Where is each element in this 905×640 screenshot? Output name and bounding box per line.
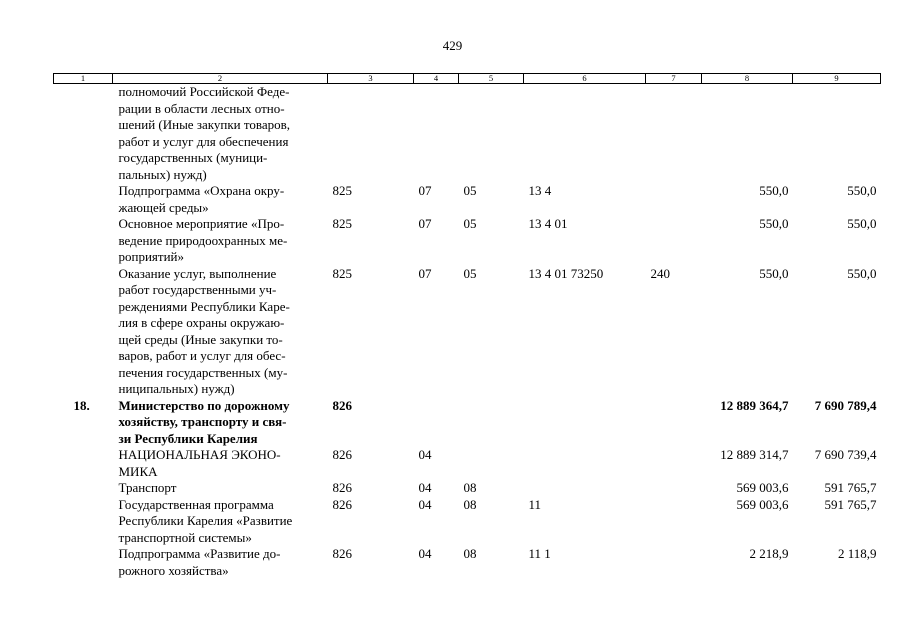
- subsection-code: 08: [463, 496, 477, 512]
- expense-type-code: [646, 84, 702, 184]
- amount-col-8: 550,0: [759, 265, 789, 281]
- table-row: [54, 216, 881, 266]
- row-name-line: щей среды (Иные закупки то-: [118, 331, 283, 347]
- row-index: [54, 84, 113, 184]
- table-row: [54, 480, 881, 497]
- row-index: 18.: [73, 397, 90, 413]
- row-name-line: Министерство по дорожному: [118, 397, 290, 413]
- target-article-code: 13 4: [528, 183, 552, 198]
- section-code: 04: [418, 480, 432, 495]
- table-row: [54, 84, 881, 184]
- row-name: [113, 84, 328, 184]
- table-body: [54, 84, 881, 580]
- column-number-row: [54, 74, 881, 84]
- expense-type-code: [646, 447, 702, 480]
- amount-col-8: 569 003,6: [736, 480, 789, 495]
- ministry-code: 825: [332, 265, 352, 281]
- row-name-line: жающей среды»: [118, 199, 209, 215]
- row-name-line: государственных (муници-: [118, 150, 268, 165]
- row-index: [54, 480, 113, 497]
- target-article-code: 13 4 01 73250: [528, 265, 604, 281]
- subsection-code: [459, 447, 524, 480]
- expense-type-code: [646, 398, 702, 448]
- amount-col-8: 550,0: [759, 216, 789, 231]
- row-index: [54, 546, 113, 579]
- amount-col-9: [793, 84, 881, 184]
- row-name: [113, 398, 328, 448]
- row-name-line: Транспорт: [118, 480, 177, 495]
- row-index: [54, 183, 113, 216]
- row-name-line: транспортной системы»: [118, 529, 252, 545]
- amount-col-9: 591 765,7: [824, 480, 877, 495]
- row-name-line: пальных) нужд): [118, 166, 207, 182]
- row-name-line: НАЦИОНАЛЬНАЯ ЭКОНО-: [118, 447, 281, 462]
- expense-type-code: [646, 480, 702, 497]
- ministry-code: 826: [332, 546, 352, 561]
- amount-col-9: 550,0: [847, 216, 877, 231]
- row-name-line: варов, работ и услуг для обес-: [118, 348, 286, 363]
- row-name-line: печения государственных (му-: [118, 364, 288, 380]
- target-article-code: [524, 84, 646, 184]
- amount-col-8: [702, 84, 793, 184]
- table-header: [54, 74, 881, 84]
- amount-col-9: 2 118,9: [837, 546, 877, 561]
- ministry-code: 826: [332, 496, 352, 512]
- target-article-code: 11: [528, 496, 542, 512]
- subsection-code: 05: [463, 216, 477, 231]
- target-article-code: 11 1: [528, 546, 551, 561]
- row-index: [54, 447, 113, 480]
- amount-col-8: 12 889 364,7: [720, 397, 789, 413]
- row-name-line: роприятий»: [118, 249, 184, 264]
- column-header-8: 8: [702, 74, 793, 84]
- row-name-line: полномочий Российской Феде-: [118, 84, 290, 99]
- table-row: [54, 447, 881, 480]
- row-name: [113, 266, 328, 398]
- row-name-line: МИКА: [118, 463, 158, 479]
- row-name: [113, 480, 328, 497]
- row-name-line: рации в области лесных отно-: [118, 100, 285, 116]
- row-name-line: ведение природоохранных ме-: [118, 232, 288, 248]
- target-article-code: 13 4 01: [528, 216, 568, 231]
- row-name-line: работ и услуг для обеспечения: [118, 133, 289, 149]
- subsection-code: [459, 84, 524, 184]
- row-name: [113, 216, 328, 266]
- target-article-code: [524, 447, 646, 480]
- subsection-code: 05: [463, 183, 477, 198]
- column-header-7: 7: [646, 74, 702, 84]
- amount-col-8: 12 889 314,7: [720, 447, 789, 462]
- row-name-line: лия в сфере охраны окружаю-: [118, 315, 285, 330]
- target-article-code: [524, 480, 646, 497]
- amount-col-8: 2 218,9: [749, 546, 789, 561]
- expense-type-code: [646, 546, 702, 579]
- table-row: [54, 266, 881, 398]
- column-header-1: 1: [54, 74, 113, 84]
- budget-table: [53, 73, 881, 579]
- table-row: [54, 546, 881, 579]
- page-number: 429: [442, 38, 463, 53]
- section-code: 07: [418, 216, 432, 231]
- subsection-code: 08: [463, 546, 477, 561]
- subsection-code: 08: [463, 480, 477, 495]
- expense-type-code: [646, 183, 702, 216]
- row-name-line: рожного хозяйства»: [118, 562, 229, 578]
- table-row: [54, 497, 881, 547]
- row-name-line: шений (Иные закупки товаров,: [118, 117, 290, 132]
- row-name-line: работ государственными уч-: [118, 282, 277, 297]
- column-header-5: 5: [459, 74, 524, 84]
- ministry-code: [328, 84, 414, 184]
- table-row: [54, 183, 881, 216]
- section-code: 04: [418, 546, 432, 561]
- column-header-2: 2: [113, 74, 328, 84]
- table-row: [54, 398, 881, 448]
- row-index: [54, 497, 113, 547]
- expense-type-code: 240: [650, 265, 670, 281]
- section-code: 04: [418, 496, 432, 512]
- ministry-code: 825: [332, 216, 352, 231]
- amount-col-8: 550,0: [759, 183, 789, 198]
- subsection-code: [459, 398, 524, 448]
- row-name-line: зи Республики Карелия: [118, 430, 258, 446]
- row-name-line: Подпрограмма «Развитие до-: [118, 546, 281, 561]
- subsection-code: 05: [463, 265, 477, 281]
- amount-col-9: 7 690 739,4: [814, 447, 877, 462]
- amount-col-9: 550,0: [847, 183, 877, 198]
- ministry-code: 826: [332, 480, 352, 495]
- ministry-code: 825: [332, 183, 352, 198]
- row-name: [113, 546, 328, 579]
- row-name-line: реждениями Республики Каре-: [118, 298, 290, 314]
- row-name: [113, 497, 328, 547]
- row-name-line: Республики Карелия «Развитие: [118, 513, 293, 528]
- row-name-line: Подпрограмма «Охрана окру-: [118, 183, 285, 198]
- row-name-line: Оказание услуг, выполнение: [118, 265, 277, 281]
- row-name: [113, 447, 328, 480]
- section-code: [414, 398, 459, 448]
- column-header-3: 3: [328, 74, 414, 84]
- expense-type-code: [646, 216, 702, 266]
- amount-col-8: 569 003,6: [736, 496, 789, 512]
- amount-col-9: 7 690 789,4: [814, 397, 877, 413]
- expense-type-code: [646, 497, 702, 547]
- amount-col-9: 550,0: [847, 265, 877, 281]
- ministry-code: 826: [332, 447, 352, 462]
- section-code: 07: [418, 265, 432, 281]
- row-name-line: хозяйству, транспорту и свя-: [118, 414, 287, 429]
- column-header-4: 4: [414, 74, 459, 84]
- row-name-line: ниципальных) нужд): [118, 381, 235, 396]
- row-name: [113, 183, 328, 216]
- ministry-code: 826: [332, 397, 352, 413]
- section-code: [414, 84, 459, 184]
- column-header-9: 9: [793, 74, 881, 84]
- row-name-line: Государственная программа: [118, 496, 274, 512]
- row-index: [54, 266, 113, 398]
- section-code: 07: [418, 183, 432, 198]
- amount-col-9: 591 765,7: [824, 496, 877, 512]
- target-article-code: [524, 398, 646, 448]
- row-index: [54, 216, 113, 266]
- column-header-6: 6: [524, 74, 646, 84]
- section-code: 04: [418, 447, 432, 462]
- row-name-line: Основное мероприятие «Про-: [118, 216, 285, 231]
